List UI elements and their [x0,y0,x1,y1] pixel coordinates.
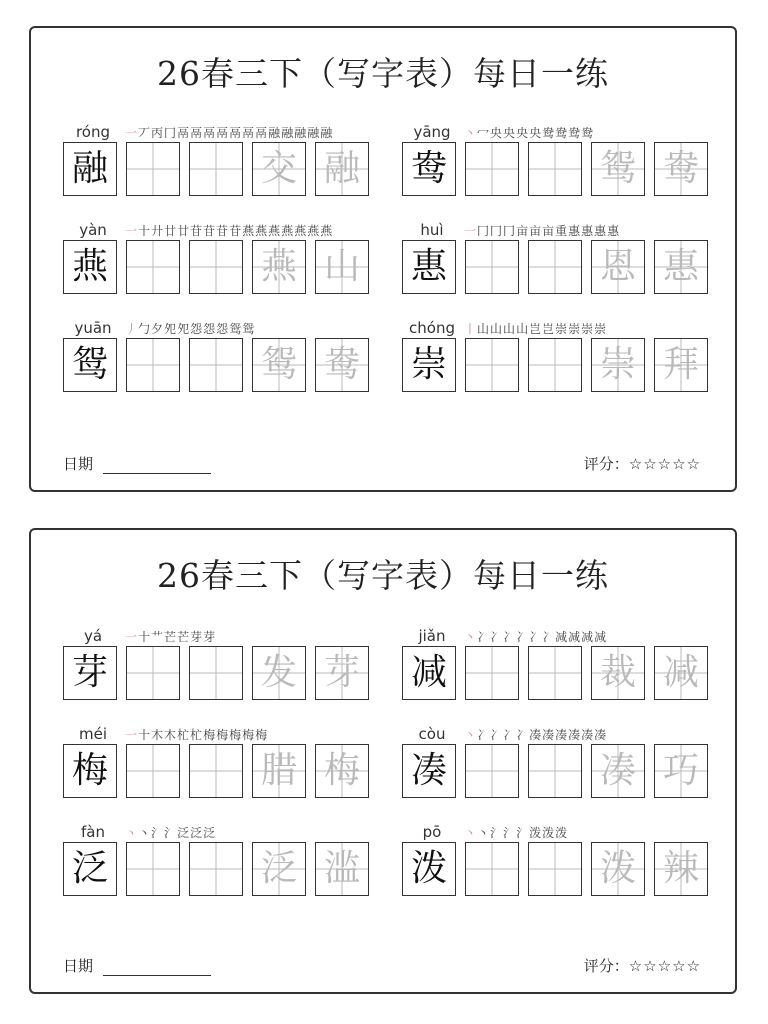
practice-box[interactable] [126,240,180,294]
stroke-step: 十 [138,630,151,644]
pinyin: róng [75,123,111,141]
model-char-box [63,744,117,798]
stroke-step: 苷 [216,224,229,238]
stroke-step: 怨 [190,322,203,336]
date-field [63,955,211,976]
writing-grid [63,744,373,798]
stroke-step: 艹 [151,630,164,644]
model-char-box [402,240,456,294]
trace-char: 鸳 [260,344,297,385]
stroke-step: 梅 [203,728,216,742]
stroke-step: 央 [503,126,516,140]
model-char: 芽 [71,652,108,693]
score-field [584,453,701,474]
trace-char: 融 [323,148,360,189]
practice-box[interactable] [465,744,519,798]
char-entry [63,123,373,213]
practice-box[interactable] [189,142,243,196]
stroke-step: 减 [555,630,568,644]
stroke-step: 夗 [177,322,190,336]
pinyin: méi [78,725,107,743]
stroke-step: 亩 [516,224,529,238]
stroke-step: 廿 [177,224,190,238]
writing-grid [63,646,373,700]
trace-box[interactable] [591,646,645,700]
model-char-box [402,338,456,392]
stroke-step: 丶 [477,826,490,840]
stroke-step: 丶 [464,630,477,644]
practice-box[interactable] [189,744,243,798]
date-field [63,453,211,474]
model-char: 凑 [410,750,447,791]
stroke-step: 惠 [594,224,607,238]
stroke-order [125,222,333,239]
stroke-step: 芒 [177,630,190,644]
practice-box[interactable] [189,646,243,700]
stroke-step: 燕 [281,224,294,238]
model-char: 泼 [410,848,447,889]
stroke-step: 燕 [255,224,268,238]
stroke-step: 芽 [203,630,216,644]
trace-box[interactable] [315,338,369,392]
stroke-step: 鸳 [242,322,255,336]
trace-char: 梅 [323,750,360,791]
pinyin: fàn [81,823,105,841]
stroke-step: 苷 [229,224,242,238]
writing-grid [402,744,712,798]
stroke-order [464,726,607,743]
trace-char: 腊 [260,750,297,791]
stroke-step: 重 [555,224,568,238]
stroke-step: 勹 [138,322,151,336]
stroke-step: 冫 [503,630,516,644]
stroke-step: 减 [594,630,607,644]
model-char: 惠 [410,246,447,287]
model-char: 融 [71,148,108,189]
practice-box[interactable] [528,744,582,798]
char-entry [402,319,712,409]
stroke-step: 凑 [568,728,581,742]
stroke-step: 崇 [568,322,581,336]
practice-box[interactable] [126,142,180,196]
trace-char: 裁 [599,652,636,693]
practice-box[interactable] [126,646,180,700]
trace-box[interactable] [654,142,708,196]
trace-box[interactable] [315,142,369,196]
trace-char: 凑 [599,750,636,791]
trace-char: 鸯 [662,148,699,189]
stroke-step: 鬲 [216,126,229,140]
stroke-step: 夗 [164,322,177,336]
stroke-step: 凑 [555,728,568,742]
writing-grid [402,240,712,294]
stroke-step: 亩 [529,224,542,238]
trace-box[interactable] [654,338,708,392]
model-char: 泛 [71,848,108,889]
stroke-order [464,628,607,645]
stroke-step: 山 [516,322,529,336]
stroke-step: 崇 [555,322,568,336]
trace-char: 辣 [662,848,699,889]
trace-box[interactable] [654,240,708,294]
date-input-line[interactable] [103,458,211,474]
stroke-order [464,124,594,141]
stroke-step: 冂 [490,224,503,238]
stroke-step: 融 [268,126,281,140]
pinyin: huì [420,221,444,239]
char-entry [402,725,712,815]
stroke-step: 鸯 [581,126,594,140]
date-label: 日期 [63,957,94,975]
star-rating[interactable]: ☆☆☆☆☆ [628,455,701,473]
stroke-step: 木 [164,728,177,742]
stroke-step: 丿 [125,322,138,336]
practice-box[interactable] [189,240,243,294]
stroke-step: 杧 [177,728,190,742]
stroke-step: 廾 [151,224,164,238]
star-rating[interactable]: ☆☆☆☆☆ [628,957,701,975]
trace-box[interactable] [591,744,645,798]
trace-char: 减 [662,652,699,693]
trace-box[interactable] [315,240,369,294]
model-char-box [63,240,117,294]
stroke-step: 十 [138,224,151,238]
practice-box[interactable] [189,842,243,896]
writing-grid [63,338,373,392]
model-char-box [402,842,456,896]
stroke-step: 泼 [529,826,542,840]
trace-box[interactable] [654,744,708,798]
stroke-step: 岂 [529,322,542,336]
practice-box[interactable] [465,240,519,294]
char-entry [63,221,373,311]
sheet-title: 26春三下（写字表）每日一练 [157,54,609,93]
stroke-step: 芽 [190,630,203,644]
stroke-step: 丶 [125,826,138,840]
stroke-step: 凑 [594,728,607,742]
trace-char: 泼 [599,848,636,889]
trace-char: 惠 [662,246,699,287]
stroke-step: 崇 [594,322,607,336]
stroke-order [464,320,607,337]
stroke-step: 融 [307,126,320,140]
stroke-step: 苷 [203,224,216,238]
stroke-step: 鬲 [177,126,190,140]
stroke-step: 燕 [320,224,333,238]
trace-char: 泛 [260,848,297,889]
stroke-step: 鸯 [555,126,568,140]
stroke-step: 鬲 [255,126,268,140]
practice-box[interactable] [126,842,180,896]
practice-box[interactable] [126,744,180,798]
stroke-step: 泛 [190,826,203,840]
trace-box[interactable] [315,842,369,896]
stroke-step: 山 [490,322,503,336]
stroke-step: 一 [125,126,138,140]
stroke-step: 鬲 [203,126,216,140]
practice-box[interactable] [126,338,180,392]
date-input-line[interactable] [103,960,211,976]
stroke-step: 怨 [216,322,229,336]
stroke-step: 丆 [138,126,151,140]
stroke-step: 央 [490,126,503,140]
stroke-step: 氵 [151,826,164,840]
stroke-step: 冖 [477,126,490,140]
practice-box[interactable] [528,842,582,896]
stroke-step: 泛 [203,826,216,840]
writing-grid [402,842,712,896]
trace-box[interactable] [252,240,306,294]
stroke-step: 央 [529,126,542,140]
trace-char: 芽 [323,652,360,693]
stroke-step: 冫 [503,728,516,742]
stroke-step: 融 [320,126,333,140]
stroke-order [125,124,333,141]
score-field [584,955,701,976]
stroke-step: 氵 [164,826,177,840]
stroke-step: 梅 [216,728,229,742]
trace-box[interactable] [654,842,708,896]
trace-char: 鸳 [599,148,636,189]
trace-char: 崇 [599,344,636,385]
practice-box[interactable] [528,646,582,700]
pinyin: còu [418,725,446,743]
date-label: 日期 [63,455,94,473]
stroke-step: 泼 [542,826,555,840]
model-char-box [63,842,117,896]
model-char: 鸳 [71,344,108,385]
trace-box[interactable] [591,240,645,294]
stroke-step: 凑 [542,728,555,742]
stroke-step: 崇 [581,322,594,336]
trace-box[interactable] [654,646,708,700]
score-label: 评分： [583,455,629,473]
char-entry [63,627,373,717]
model-char: 崇 [410,344,447,385]
stroke-step: 丨 [464,322,477,336]
trace-box[interactable] [252,842,306,896]
stroke-step: 凑 [529,728,542,742]
stroke-step: 燕 [242,224,255,238]
stroke-step: 鸯 [568,126,581,140]
stroke-step: 山 [477,322,490,336]
stroke-order [125,320,255,337]
stroke-step: 冫 [542,630,555,644]
stroke-step: 燕 [268,224,281,238]
stroke-step: 一 [125,224,138,238]
practice-box[interactable] [465,842,519,896]
trace-box[interactable] [252,338,306,392]
practice-sheet-1 [29,26,737,492]
char-entry [63,319,373,409]
stroke-step: 泼 [555,826,568,840]
stroke-step: 冫 [516,630,529,644]
trace-char: 交 [260,148,297,189]
stroke-step: 减 [568,630,581,644]
stroke-step: 丙 [151,126,164,140]
model-char-box [402,744,456,798]
stroke-step: 泛 [177,826,190,840]
trace-box[interactable] [252,646,306,700]
trace-box[interactable] [252,142,306,196]
stroke-step: 燕 [294,224,307,238]
model-char: 燕 [71,246,108,287]
practice-box[interactable] [528,240,582,294]
stroke-step: 芒 [164,630,177,644]
stroke-step: 央 [516,126,529,140]
stroke-step: 冫 [490,728,503,742]
model-char: 梅 [71,750,108,791]
char-entry [402,627,712,717]
stroke-order [125,824,216,841]
char-entry [402,221,712,311]
stroke-step: 丶 [138,826,151,840]
model-char-box [63,338,117,392]
stroke-step: 杧 [190,728,203,742]
stroke-step: 十 [138,728,151,742]
stroke-step: 惠 [581,224,594,238]
stroke-order [464,824,568,841]
stroke-step: 丶 [464,728,477,742]
stroke-step: 鸯 [542,126,555,140]
stroke-step: 凑 [581,728,594,742]
practice-sheet-2 [29,528,737,994]
stroke-step: 丶 [464,826,477,840]
trace-box[interactable] [315,646,369,700]
trace-box[interactable] [591,338,645,392]
trace-char: 发 [260,652,297,693]
stroke-order [125,628,216,645]
trace-char: 滥 [323,848,360,889]
practice-box[interactable] [465,646,519,700]
stroke-step: 冫 [477,630,490,644]
writing-grid [402,646,712,700]
pinyin: chóng [409,319,455,337]
trace-char: 山 [323,246,360,287]
stroke-step: 岂 [542,322,555,336]
writing-grid [63,240,373,294]
stroke-step: 燕 [307,224,320,238]
sheet-title: 26春三下（写字表）每日一练 [157,556,609,595]
trace-char: 鸯 [323,344,360,385]
practice-box[interactable] [465,142,519,196]
writing-grid [63,142,373,196]
stroke-step: 氵 [516,826,529,840]
stroke-step: 亩 [542,224,555,238]
stroke-order [464,222,620,239]
pinyin: yāng [413,123,451,141]
stroke-step: 冫 [516,728,529,742]
stroke-step: 融 [294,126,307,140]
stroke-step: 惠 [568,224,581,238]
stroke-step: 鬲 [190,126,203,140]
stroke-step: 融 [281,126,294,140]
model-char-box [63,142,117,196]
trace-box[interactable] [591,842,645,896]
trace-char: 恩 [599,246,636,287]
stroke-step: 氵 [503,826,516,840]
stroke-step: 夕 [151,322,164,336]
stroke-step: 丶 [464,126,477,140]
pinyin: pō [422,823,442,841]
model-char-box [63,646,117,700]
stroke-step: 梅 [255,728,268,742]
stroke-step: 减 [581,630,594,644]
char-entry [402,123,712,213]
char-entry [402,823,712,913]
practice-box[interactable] [465,338,519,392]
pinyin: yàn [79,221,107,239]
score-label: 评分： [583,957,629,975]
stroke-step: 鬲 [242,126,255,140]
stroke-step: 鸳 [229,322,242,336]
stroke-step: 山 [503,322,516,336]
trace-char: 巧 [662,750,699,791]
trace-box[interactable] [252,744,306,798]
stroke-step: 一 [464,224,477,238]
stroke-step: 一 [125,630,138,644]
stroke-step: 惠 [607,224,620,238]
stroke-step: 木 [151,728,164,742]
trace-char: 拜 [662,344,699,385]
stroke-order [125,726,268,743]
stroke-step: 廿 [164,224,177,238]
stroke-step: 冂 [164,126,177,140]
stroke-step: 苷 [190,224,203,238]
stroke-step: 怨 [203,322,216,336]
stroke-step: 冫 [477,728,490,742]
writing-grid [402,142,712,196]
char-entry [63,823,373,913]
stroke-step: 梅 [242,728,255,742]
stroke-step: 梅 [229,728,242,742]
char-entry [63,725,373,815]
pinyin: yuān [74,319,112,337]
pinyin: yá [83,627,103,645]
model-char: 减 [410,652,447,693]
practice-box[interactable] [528,142,582,196]
practice-box[interactable] [189,338,243,392]
stroke-step: 冫 [490,630,503,644]
writing-grid [63,842,373,896]
stroke-step: 冂 [503,224,516,238]
stroke-step: 冂 [477,224,490,238]
model-char-box [402,142,456,196]
stroke-step: 鬲 [229,126,242,140]
trace-box[interactable] [315,744,369,798]
trace-char: 燕 [260,246,297,287]
practice-box[interactable] [528,338,582,392]
trace-box[interactable] [591,142,645,196]
model-char: 鸯 [410,148,447,189]
stroke-step: 一 [125,728,138,742]
model-char-box [402,646,456,700]
stroke-step: 冫 [529,630,542,644]
pinyin: jiǎn [418,627,446,645]
writing-grid [402,338,712,392]
stroke-step: 氵 [490,826,503,840]
